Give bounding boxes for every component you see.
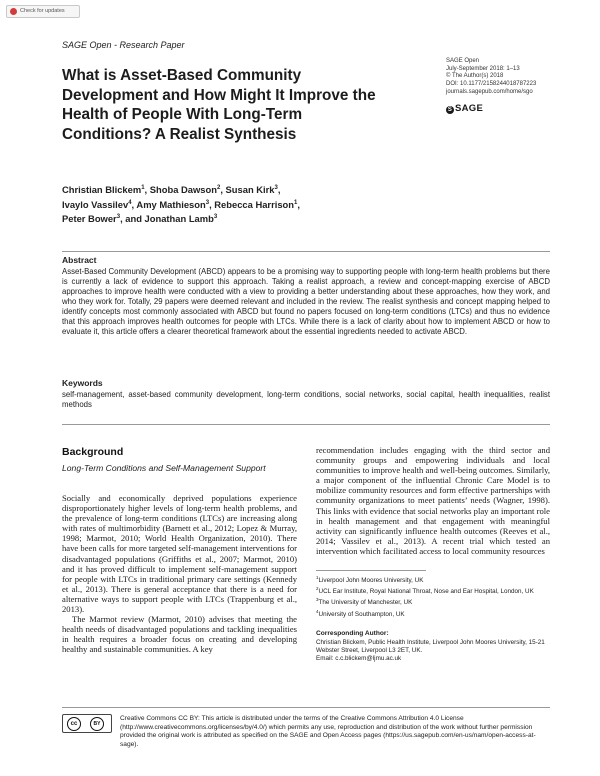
section-heading-background: Background [62,446,124,458]
keywords-heading: Keywords [62,378,103,388]
corresponding-address: Christian Blickem, Public Health Institute, Liverpool John Moores University, 15-21 Webster Street, Liverpool L3 2ET, UK. [316,639,545,655]
keywords-text: self-management, asset-based community development, long-term conditions, social networks, social capital, health inequalities, realist methods [62,390,550,409]
body-paragraph: The Marmot review (Marmot, 2010) advises that meeting the health needs of disadvantaged populations and tackling inequalities in health requires a broader focus on creating and developing healthy and sustainable communities. A key [62,614,297,655]
author-name: Susan Kirk [225,184,275,196]
author-affil-sup: 3 [274,185,278,191]
author-separator: , [220,184,226,196]
copyright: © The Author(s) 2018 [446,73,504,80]
corresponding-email[interactable]: Email: c.c.blickem@ljmu.ac.uk [316,655,402,663]
abstract-text: Asset-Based Community Development (ABCD) appears to be a promising way to supporting people with long-term health problems but there is currently a lack of evidence to support this approach. Taking a realist approach, a review and concept-mapping exercise of ABCD approaches to improve health were conducted with a view to providing a better understanding about these approaches, how they work, and who they work for. Totally, 29 papers were deemed relevant and included in the review. The realist synthesis and concept mapping helped to identify concepts most commonly associated with ABCD but found no papers focused on long-term conditions (LTCs) and thus no evidence that this approach improves health outcomes for people with LTCs. While there is a lack of clarity about how to implement ABCD or how to evaluate it, this article offers a clearer theoretical framework about the essential ingredients needed to activate ABCD. [62,267,550,336]
affil-text: Liverpool John Moores University, UK [318,577,424,585]
license-top-rule [62,707,550,708]
author-name: Jonathan Lamb [144,213,214,225]
corresponding-author-heading: Corresponding Author: [316,630,389,637]
creative-commons-icon: cc [67,717,81,731]
affil-sup: 4 [316,608,319,614]
body-column-right [316,445,550,556]
check-for-updates-badge[interactable] [6,5,80,18]
affiliation-item [316,574,550,585]
affil-text: UCL Ear Institute, Royal National Throat, Nose and Ear Hospital, London, UK [318,588,534,596]
author-affil-sup: 3 [213,214,218,221]
paper-series-label: SAGE Open - Research Paper [62,40,185,50]
doi[interactable]: DOI: 10.1177/2158244018787223 [446,81,537,88]
license-text: Creative Commons CC BY: This article is distributed under the terms of the Creative Commons Attribution 4.0 License (http://www.creativecommons.org/licenses/by/4.0/) which permits any use, reproduction and distribution of the work without further permission provided the original work is attributed as specified on the SAGE and Open Access pages (https://us.sagepub.com/en-us/nam/open-access-at-sage). [120,715,536,748]
body-paragraph: recommendation includes engaging with the third sector and community groups and empowering individuals and local communities to improve health and well-being outcomes. Similarly, a major component of the influential Chronic Care Model is to mobilize community resources and form effective partnerships with community organizations to meet patients’ needs (Wagner, 1998). This links with evidence that social networks play an important role in health management and that engagement with meaningful activity can significantly influence health outcomes (Reeves et al., 2014; Vassilev et al., 2013). A recent trial which tested an intervention which facilitated access to local community resources [316,445,550,556]
author-separator: , [144,184,150,196]
affiliation-item [316,585,550,596]
article-title: What is Asset-Based Community Development and How Might It Improve the Health of People With Long-Term Conditions? A Realist Synthesis [62,67,376,143]
affil-sup: 2 [316,586,319,592]
author-name: Shoba Dawson [149,184,217,196]
author-separator: , [277,184,281,196]
author-list [62,182,382,226]
author-separator: , [131,198,137,210]
body-paragraph: Socially and economically deprived populations experience disproportionately higher levels of long-term health problems, and the prevalence of long-term conditions (LTCs) are increasing along with rates of multimorbidity (Barnett et al., 2012; Lopez & Murray, 1998; Marmot, 2010; World Health Organization, 2010). There have been calls for more targeted self-management interventions for disadvantaged populations (Griffiths et al., 2007; Marmot, 2010) and it has proved difficult to implement self-management support for people with LTCs in traditional primary care settings (Kennedy et al., 2013). There is general acceptance that there is a need for alternative ways to support people with LTCs (Trappenburg et al., 2013). [62,493,297,615]
author-affil-sup: 2 [216,185,221,191]
sage-logo-icon: S [447,107,453,113]
author-separator: , [209,198,215,210]
affiliation-item [316,608,550,619]
abstract-heading: Abstract [62,255,97,265]
attribution-icon: BY [90,717,104,731]
affil-text: University of Southampton, UK [318,610,405,618]
journal-info [446,58,536,97]
author-affil-sup: 4 [128,199,132,206]
author-name: Ivaylo Vassilev [62,198,129,210]
journal-issue: July-September 2018: 1–13 [446,65,520,72]
update-icon [10,8,17,15]
affil-sup: 3 [316,597,319,603]
author-affil-sup: 3 [116,214,121,221]
author-name: Amy Mathieson [136,198,206,210]
affil-text: The University of Manchester, UK [318,599,413,607]
author-separator: , [297,198,300,210]
footnote-rule [316,570,426,571]
affil-sup: 1 [316,575,319,580]
badge-label: Check for updates [20,8,65,14]
publisher-logo [446,103,483,114]
publisher-name: SAGE [455,103,484,114]
author-affil-sup: 1 [294,199,298,206]
body-column-left [62,493,297,655]
affiliation-item [316,596,550,607]
journal-name: SAGE Open [446,58,480,64]
keywords-bottom-rule [62,424,550,425]
author-name: Christian Blickem [62,184,142,196]
cc-by-logo [62,714,112,733]
journal-url[interactable]: journals.sagepub.com/home/sgo [446,88,533,95]
affiliations [316,574,550,619]
author-name: Peter Bower [62,213,117,225]
corresponding-author-details [316,639,550,663]
subsection-heading: Long-Term Conditions and Self-Management Support [62,463,266,473]
author-name: Rebecca Harrison [214,198,295,210]
author-affil-sup: 1 [141,185,145,191]
author-separator: , and [120,213,145,225]
author-affil-sup: 3 [205,199,210,206]
abstract-top-rule [62,251,550,252]
